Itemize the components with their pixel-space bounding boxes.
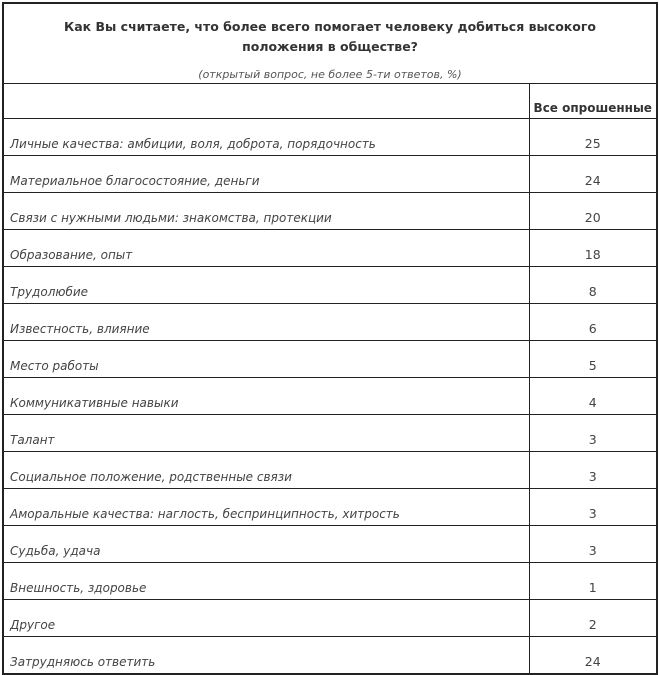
header-all-respondents: Все опрошенные [529, 84, 657, 119]
table-row [3, 637, 657, 675]
row-label: Место работы [3, 341, 529, 378]
row-value: 25 [529, 119, 657, 156]
row-label: Талант [3, 415, 529, 452]
survey-results-table [2, 2, 658, 675]
row-value: 2 [529, 600, 657, 637]
row-label: Аморальные качества: наглость, беспринципность, хитрость [3, 489, 529, 526]
header-empty-cell [3, 84, 529, 119]
row-value: 1 [529, 563, 657, 600]
row-value: 3 [529, 489, 657, 526]
row-label: Связи с нужными людьми: знакомства, протекции [3, 193, 529, 230]
row-value: 3 [529, 526, 657, 563]
row-label: Социальное положение, родственные связи [3, 452, 529, 489]
row-value: 24 [529, 637, 657, 675]
table-title: Как Вы считаете, что более всего помогает человеку добиться высокого положения в обществе? [64, 19, 596, 54]
table-row [3, 230, 657, 267]
table-row [3, 489, 657, 526]
row-label: Трудолюбие [3, 267, 529, 304]
table-row [3, 452, 657, 489]
row-label: Другое [3, 600, 529, 637]
row-value: 5 [529, 341, 657, 378]
table-row [3, 378, 657, 415]
row-value: 8 [529, 267, 657, 304]
row-value: 24 [529, 156, 657, 193]
header-row [3, 84, 657, 119]
table-row [3, 156, 657, 193]
row-value: 3 [529, 452, 657, 489]
row-value: 20 [529, 193, 657, 230]
table-subtitle: (открытый вопрос, не более 5-ти ответов, %) [198, 68, 462, 81]
table-row [3, 193, 657, 230]
table-row [3, 600, 657, 637]
title-row [3, 3, 657, 84]
row-label: Внешность, здоровье [3, 563, 529, 600]
table-row [3, 119, 657, 156]
table-row [3, 415, 657, 452]
row-label: Образование, опыт [3, 230, 529, 267]
table-row [3, 304, 657, 341]
row-label: Судьба, удача [3, 526, 529, 563]
table-row [3, 526, 657, 563]
row-value: 18 [529, 230, 657, 267]
row-label: Материальное благосостояние, деньги [3, 156, 529, 193]
row-label: Известность, влияние [3, 304, 529, 341]
title-cell [3, 3, 657, 84]
row-label: Затрудняюсь ответить [3, 637, 529, 675]
row-label: Личные качества: амбиции, воля, доброта, порядочность [3, 119, 529, 156]
table-row [3, 341, 657, 378]
row-label: Коммуникативные навыки [3, 378, 529, 415]
table-row [3, 563, 657, 600]
table-row [3, 267, 657, 304]
row-value: 3 [529, 415, 657, 452]
row-value: 6 [529, 304, 657, 341]
row-value: 4 [529, 378, 657, 415]
